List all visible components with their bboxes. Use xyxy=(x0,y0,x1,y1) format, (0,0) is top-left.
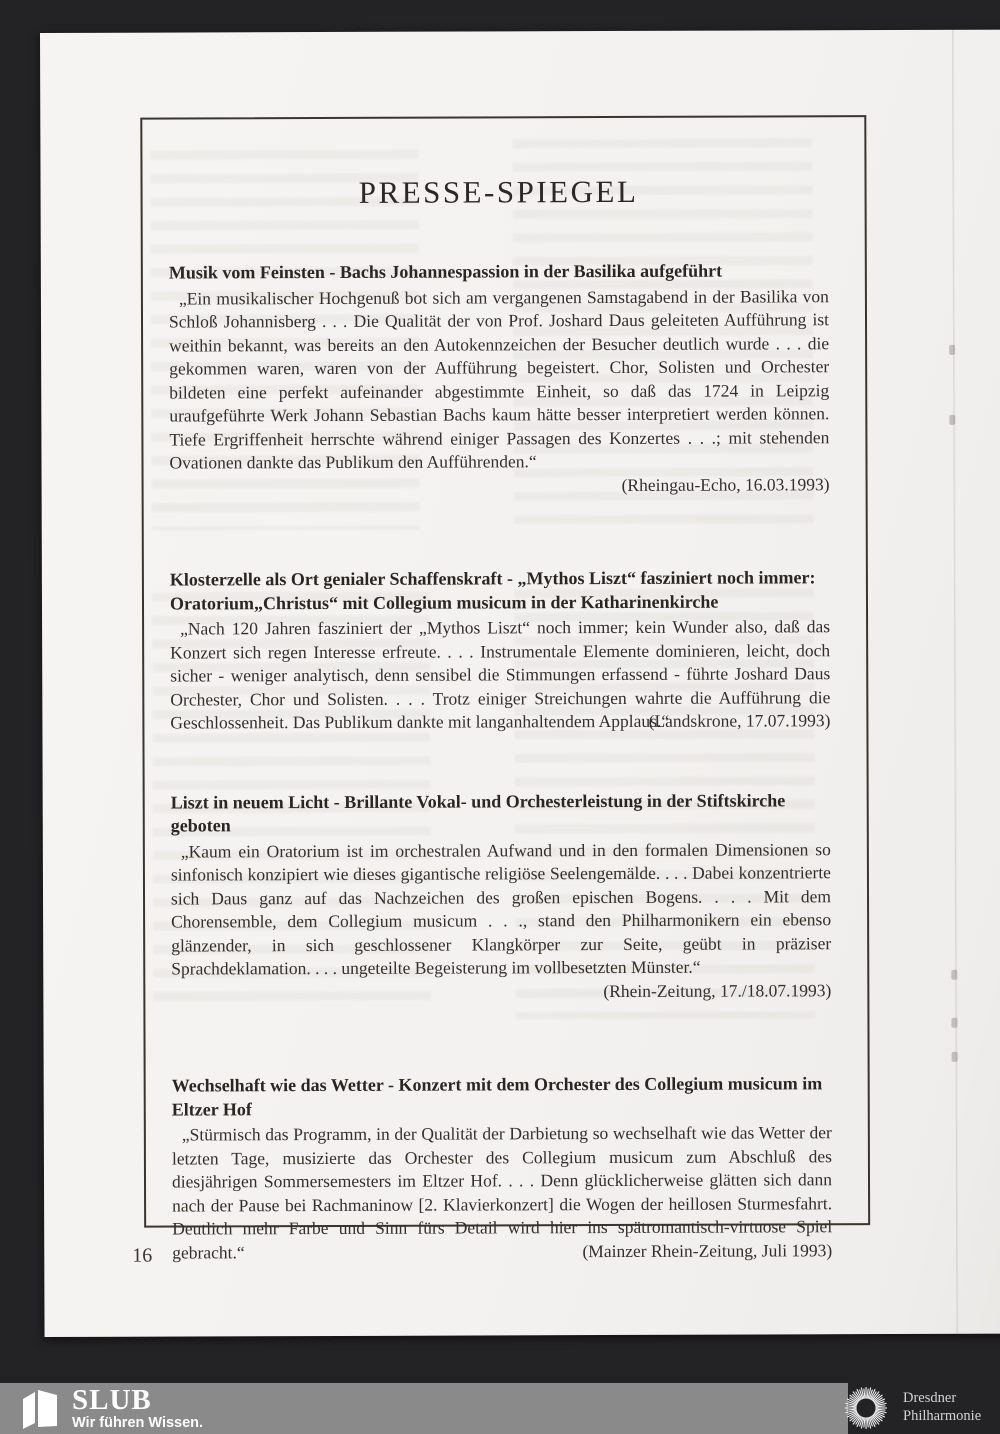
section-attribution: (Mainzer Rhein-Zeitung, Juli 1993) xyxy=(582,1239,833,1261)
section-heading: Musik vom Feinsten - Bachs Johannespassion in der Basilika aufgeführt xyxy=(168,260,723,283)
page-number: 16 xyxy=(132,1244,153,1267)
page-title: PRESSE-SPIEGEL xyxy=(358,173,639,210)
staple-mark xyxy=(949,345,955,355)
section-heading: Wechselhaft wie das Wetter - Konzert mit dem Orchester des Collegium musicum im Eltzer Hof xyxy=(171,1073,823,1120)
page-content xyxy=(168,117,832,1264)
section-heading: Klosterzelle als Ort genialer Schaffenskraft - „Mythos Liszt“ fasziniert noch immer: Oratorium„Christus“ mit Collegium musicum in der Katharinenkirche xyxy=(169,567,816,614)
partner-logo-text xyxy=(903,1389,981,1425)
partner-line2: Philharmonie xyxy=(903,1408,982,1424)
scanned-page xyxy=(40,30,1000,1337)
dresdner-philharmonie-icon xyxy=(842,1384,890,1432)
section-attribution: (Landskrone, 17.07.1993) xyxy=(648,710,831,731)
slub-logo xyxy=(72,1383,204,1431)
partner-line1: Dresdner xyxy=(903,1390,957,1406)
section-body: „Ein musikalischer Hochgenuß bot sich am vergangenen Samstagabend in der Basilika von Schloß Johannisberg . . . Die Qualität der von Prof. Joshard Daus geleiteten Aufführung ist weithin bekannt, was bereits an den Autokennzeichen der Besucher deutlich wurde . . . die gekommen waren, waren von der Aufführung begeistert. Chor, Solisten und Orchester bildeten eine perfekt aufeinander abgestimmte Einheit, so daß das 1724 in Leipzig uraufgeführte Werk Johann Sebastian Bachs kaum hätte besser interpretiert werden können. Tiefe Ergriffenheit herrschte während einiger Passagen des Konzertes . . .; mit stehenden Ovationen dankte das Publikum den Aufführenden.“ xyxy=(168,285,830,473)
section-attribution: (Rhein-Zeitung, 17./18.07.1993) xyxy=(603,979,832,1001)
booklet-fold-crease xyxy=(952,30,959,1334)
staple-mark xyxy=(952,1052,958,1062)
section-body: „Nach 120 Jahren fasziniert der „Mythos Liszt“ noch immer; kein Wunder also, daß das Konzert sich regen Interesse erfreute. . . . Instrumentale Elemente dominieren, leicht, doch sicher - weniger analytisch, denn sensibel die Stimmungen erfassend - führte Joshard Daus Orchester, Chor und Solisten. . . . Trotz einiger Streichungen wahrte die Aufführung die Geschlossenheit. Das Publikum dankte mit langanhaltendem Applaus.“ xyxy=(170,616,831,733)
slub-logo-text: SLUB xyxy=(72,1383,152,1416)
press-section xyxy=(171,789,832,1005)
section-body: „Kaum ein Oratorium ist im orchestralen Aufwand und in den formalen Dimensionen so sinfonisch konzipiert wie dieses gigantische religiöse Seelengemälde. . . . Dabei konzentrierte sich Daus ganz auf das Nachzeichen des großen epischen Bogens. . . . Mit dem Chorensemble, dem Collegium musicum . . ., stand den Philharmonikern ein ebenso glänzender, in sich geschlossener Klangkörper zur Seite, geübt in präziser Sprachdeklamation. . . . ungeteilte Begeisterung im vollbesetzten Münster.“ xyxy=(170,838,832,979)
section-body: „Stürmisch das Programm, in der Qualität der Darbietung so wechselhaft wie das Wetter der letzten Tage, musizierte das Orchester des Collegium musicum zum Abschluß des diesjährigen Sommersemesters im Eltzer Hof. . . . Denn glücklicherweise glätten sich dann nach der Pause bei Rachmaninow [2. Klavierkonzert] die Wogen der heillosen Sturmesfahrt. Deutlich mehr Farbe und Sinn fürs Detail wird hier ins spätromantisch-virtuose Spiel gebracht.“ xyxy=(171,1122,833,1263)
press-section xyxy=(169,259,830,498)
section-attribution: (Rheingau-Echo, 16.03.1993) xyxy=(621,473,830,495)
staple-mark xyxy=(949,415,955,425)
slub-footer-bar xyxy=(0,1383,848,1434)
press-section xyxy=(172,1072,833,1264)
section-heading: Liszt in neuem Licht - Brillante Vokal- und Orchesterleistung in der Stiftskirche geboten xyxy=(170,789,786,836)
press-section xyxy=(170,566,831,735)
slub-tagline: Wir führen Wissen. xyxy=(72,1414,204,1431)
staple-mark xyxy=(951,1018,957,1028)
book-icon xyxy=(22,1388,58,1430)
staple-mark xyxy=(951,970,957,980)
content-frame xyxy=(140,115,870,1263)
